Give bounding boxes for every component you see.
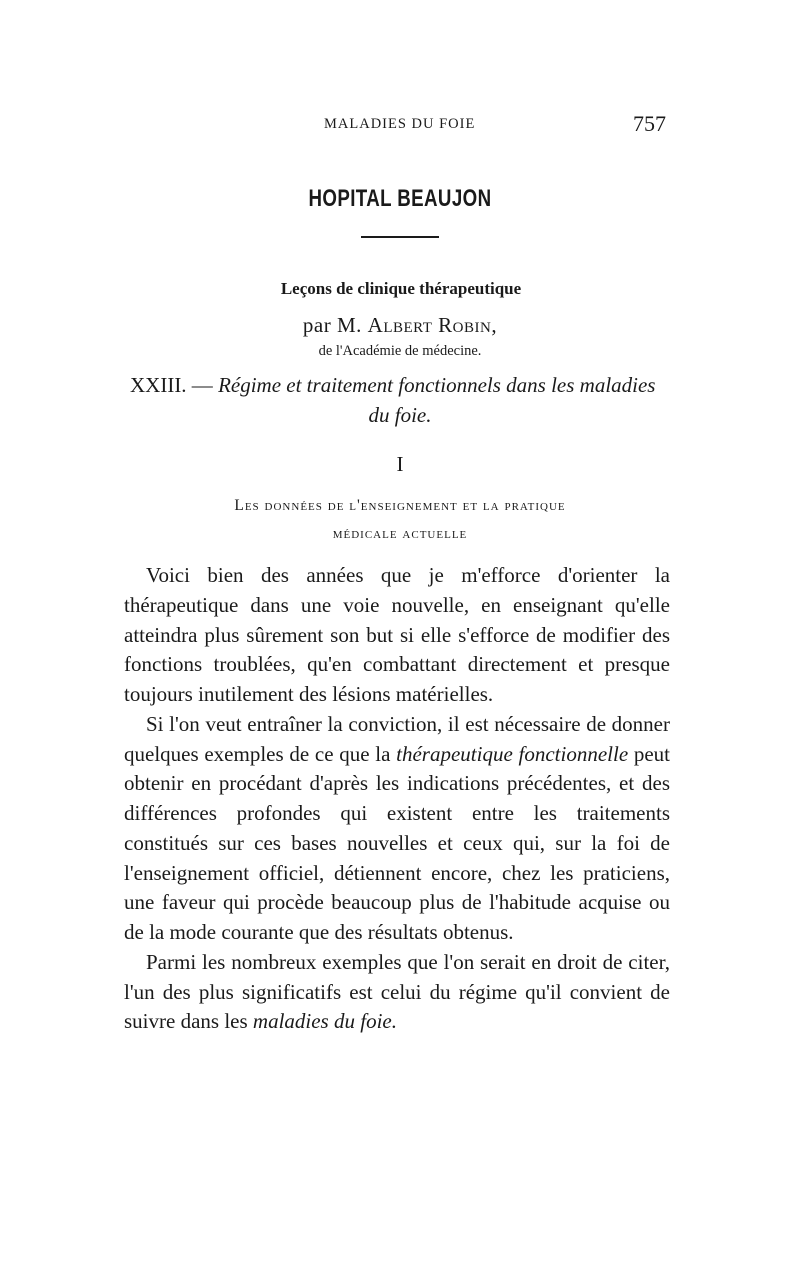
section-title-line1: Les données de l'enseignement et la pratique [234,497,566,514]
paragraph-3-italic: maladies du foie. [252,1009,397,1034]
lecture-heading [130,373,655,398]
lecture-title-line2: du foie. [368,403,432,427]
section-title-line2: médicale actuelle [332,525,468,542]
paragraph-3 [124,948,670,1037]
author-affiliation: de l'Académie de médecine. [318,343,482,359]
lecture-series-title: Leçons de clinique thérapeutique [280,279,522,298]
page-number: 757 [633,111,666,136]
body-text [124,561,670,1037]
paragraph-2-end: peut obtenir en procédant d'après les indications précédentes, et des différences profondes qui existent entre les traitements constitués sur ces bases nouvelles et ceux qui, sur la foi de l'enseignement officiel, détiennent encore, chez les praticiens, une faveur qui procède beaucoup plus de l'habitude acquise ou de la mode courante que des résultats obtenus. [124,741,671,944]
lecture-title-line1: Régime et traitement fonctionnels dans les maladies [218,373,656,397]
lecture-number: XXIII. — [130,373,213,397]
paragraph-1: Voici bien des années que je m'efforce d'orienter la thérapeutique dans une voie nouvelle, en enseignant qu'elle atteindra plus sûrement son but si elle s'efforce de modifier des fonctions troublées, qu'en combattant directement et presque toujours inutilement des lésions matérielles. [124,563,670,706]
paragraph-3-start: Parmi les nombreux exemples que l'on serait en droit de citer, l'un des plus significatifs est celui du régime qu'il convient de suivre dans les [124,949,670,1034]
author-prefix: par M. [302,313,362,337]
section-numeral: I [396,452,404,476]
author-line [0,313,800,338]
author-name: Albert Robin, [367,313,498,337]
paragraph-2 [124,710,670,948]
title-rule [361,236,439,238]
paragraph-2-start: Si l'on veut entraîner la conviction, il est nécessaire de donner quelques exemples de ce que la [124,711,670,766]
hospital-title: HOPITAL BEAUJON [308,185,492,212]
running-head: MALADIES DU FOIE [324,116,476,132]
paragraph-2-italic: thérapeutique fonctionnelle [396,741,629,766]
